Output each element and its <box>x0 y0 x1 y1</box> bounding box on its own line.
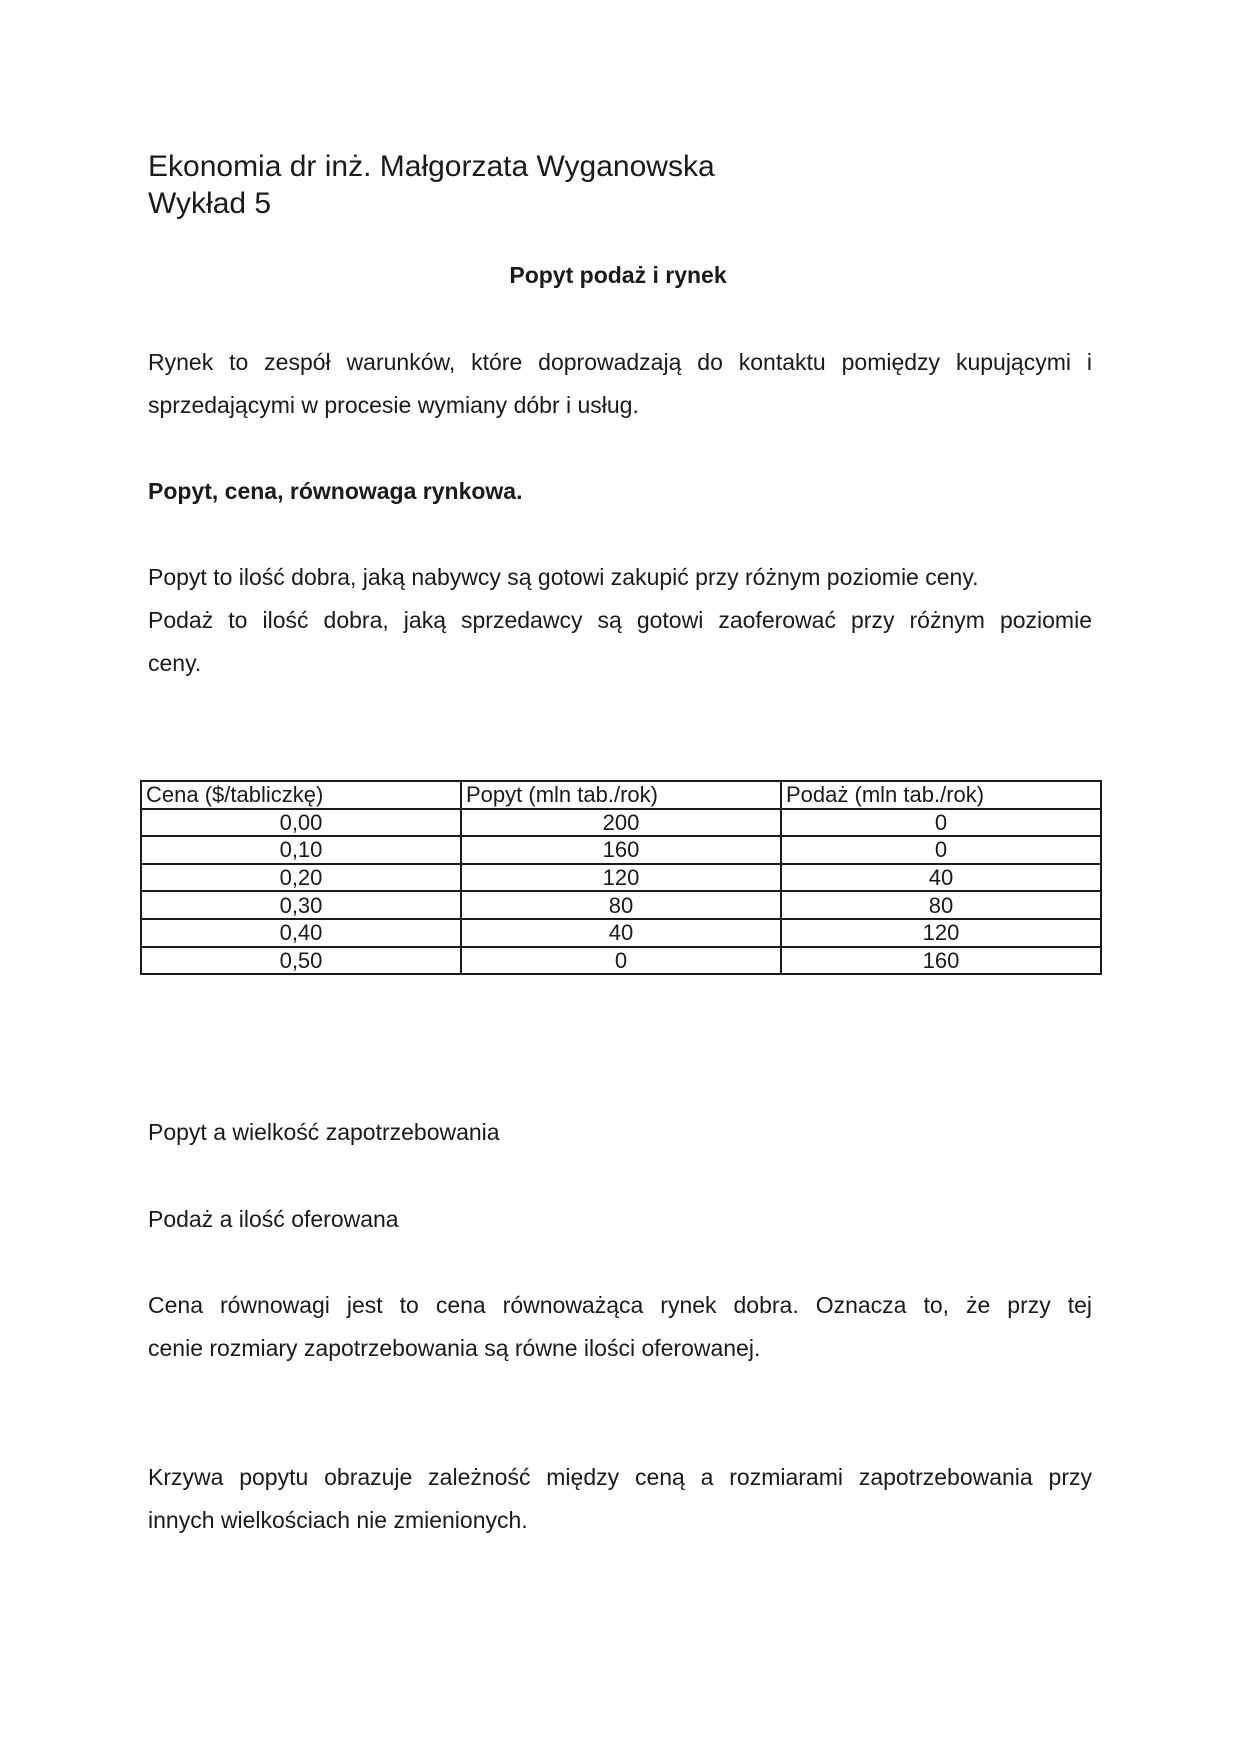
cell-podaz: 80 <box>781 891 1101 919</box>
cell-cena: 0,10 <box>141 836 461 864</box>
cell-cena: 0,40 <box>141 919 461 947</box>
table-row <box>141 891 1101 919</box>
cell-cena: 0,50 <box>141 947 461 975</box>
table-row <box>141 836 1101 864</box>
paragraph-popyt-definition <box>148 556 1092 685</box>
cell-popyt: 0 <box>461 947 781 975</box>
cell-podaz: 0 <box>781 836 1101 864</box>
paragraph-podaz-ilosc: Podaż a ilość oferowana <box>148 1206 399 1232</box>
cell-podaz: 120 <box>781 919 1101 947</box>
cell-popyt: 200 <box>461 809 781 837</box>
document-header <box>148 148 715 222</box>
cell-podaz: 40 <box>781 864 1101 892</box>
cell-popyt: 120 <box>461 864 781 892</box>
header-popyt: Popyt (mln tab./rok) <box>461 781 781 809</box>
table-row <box>141 947 1101 975</box>
paragraph-krzywa-popytu <box>148 1456 1092 1542</box>
paragraph-line: Podaż to ilość dobra, jaką sprzedawcy są gotowi zaoferować przy różnym poziomie <box>148 607 1092 633</box>
paragraph-line: cenie rozmiary zapotrzebowania są równe ilości oferowanej. <box>148 1335 761 1361</box>
table-row <box>141 809 1101 837</box>
page-title <box>0 262 1240 289</box>
header-cena: Cena ($/tabliczkę) <box>141 781 461 809</box>
cell-popyt: 80 <box>461 891 781 919</box>
header-podaz: Podaż (mln tab./rok) <box>781 781 1101 809</box>
paragraph-rynek <box>148 341 1092 427</box>
course-title: Ekonomia dr inż. Małgorzata Wyganowska <box>148 150 715 183</box>
page-title-text: Popyt podaż i rynek <box>509 262 727 288</box>
paragraph-line: sprzedającymi w procesie wymiany dóbr i usług. <box>148 392 639 418</box>
cell-cena: 0,00 <box>141 809 461 837</box>
paragraph-popyt-wielkosc: Popyt a wielkość zapotrzebowania <box>148 1119 500 1145</box>
cell-cena: 0,30 <box>141 891 461 919</box>
paragraph-line: ceny. <box>148 650 202 676</box>
supply-demand-table <box>140 780 1102 975</box>
cell-popyt: 160 <box>461 836 781 864</box>
paragraph-line: Popyt to ilość dobra, jaką nabywcy są gotowi zakupić przy różnym poziomie ceny. <box>148 564 979 590</box>
table-row <box>141 864 1101 892</box>
cell-popyt: 40 <box>461 919 781 947</box>
cell-podaz: 0 <box>781 809 1101 837</box>
cell-podaz: 160 <box>781 947 1101 975</box>
paragraph-line: Krzywa popytu obrazuje zależność między ceną a rozmiarami zapotrzebowania przy <box>148 1464 1092 1490</box>
section-heading: Popyt, cena, równowaga rynkowa. <box>148 478 523 504</box>
cell-cena: 0,20 <box>141 864 461 892</box>
paragraph-line: Rynek to zespół warunków, które doprowadzają do kontaktu pomiędzy kupującymi i <box>148 349 1092 375</box>
paragraph-line: Cena równowagi jest to cena równoważąca rynek dobra. Oznacza to, że przy tej <box>148 1292 1092 1318</box>
paragraph-cena-rownowagi <box>148 1284 1092 1370</box>
paragraph-line: innych wielkościach nie zmienionych. <box>148 1507 528 1533</box>
table-row <box>141 919 1101 947</box>
lecture-number: Wykład 5 <box>148 187 272 220</box>
table-header-row <box>141 781 1101 809</box>
